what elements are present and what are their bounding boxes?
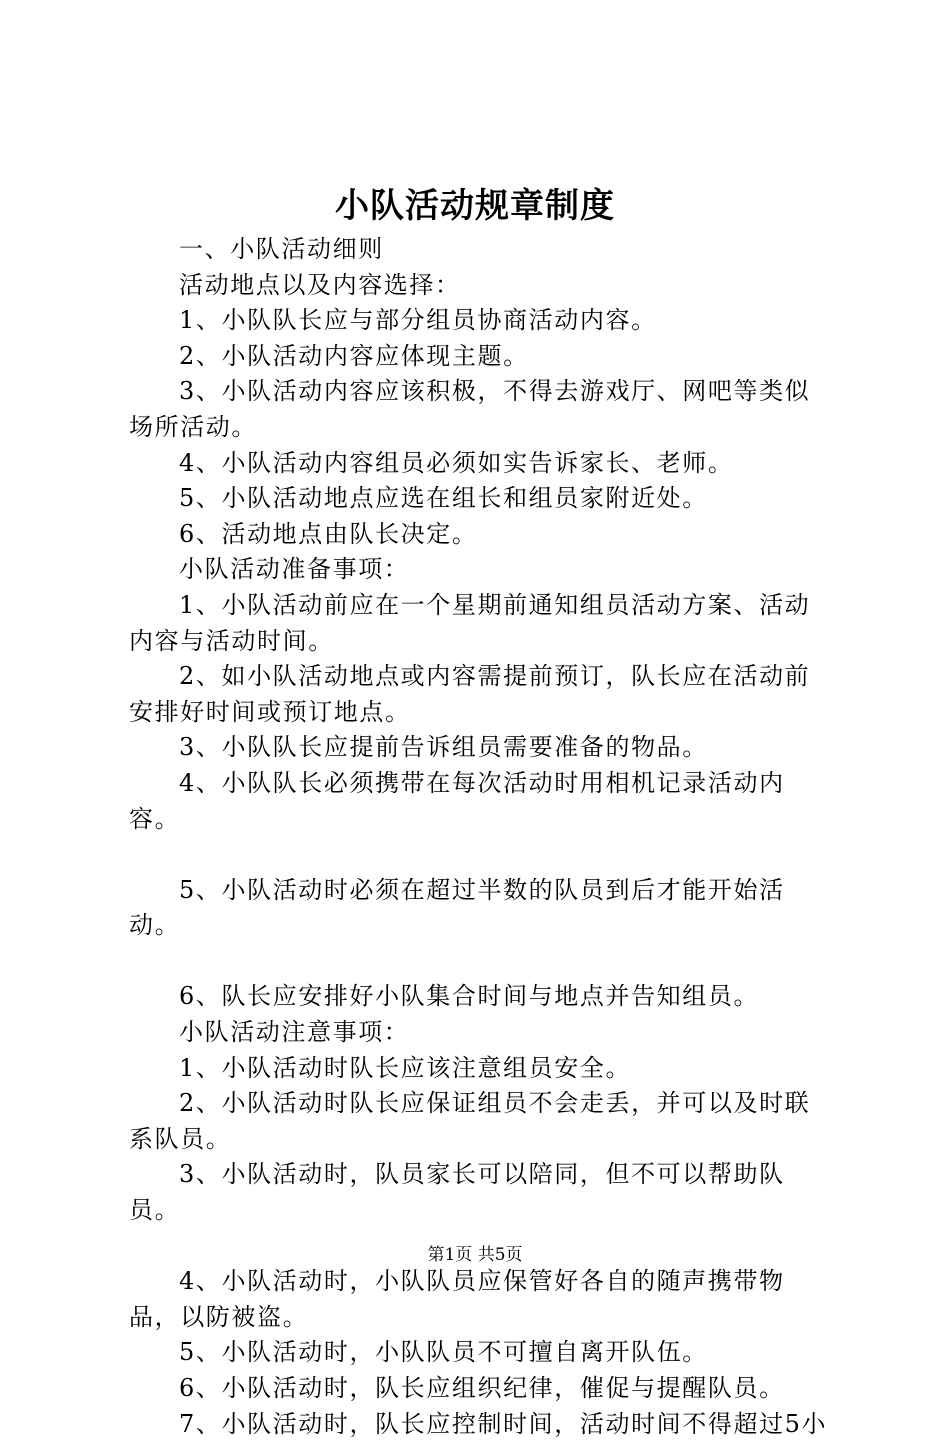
rule-item: 1、小队活动时队长应该注意组员安全。 (179, 1053, 632, 1082)
subsection-heading: 小队活动准备事项： (179, 555, 410, 584)
rule-item: 7、小队活动时，队长应控制时间，活动时间不得超过5小 (179, 1409, 828, 1438)
subsection-heading: 活动地点以及内容选择： (179, 270, 461, 299)
rule-item: 4、小队活动内容组员必须如实告诉家长、老师。 (179, 448, 734, 477)
rule-item: 6、队长应安排好小队集合时间与地点并告知组员。 (179, 982, 760, 1011)
rule-item: 5、小队活动地点应选在组长和组员家附近处。 (179, 484, 708, 513)
document-title: 小队活动规章制度 (335, 186, 615, 226)
rule-item: 2、如小队活动地点或内容需提前预订，队长应在活动前安排好时间或预订地点。 (129, 662, 811, 726)
subsection-heading: 小队活动注意事项： (179, 1018, 410, 1047)
rule-item: 5、小队活动时，小队队员不可擅自离开队伍。 (179, 1338, 708, 1367)
rule-item: 4、小队队长必须携带在每次活动时用相机记录活动内容。 (129, 768, 785, 833)
rule-item: 1、小队队长应与部分组员协商活动内容。 (179, 306, 657, 335)
rule-item: 4、小队活动时，小队队员应保管好各自的随声携带物品，以防被盗。 (129, 1267, 785, 1331)
page-number-footer: 第1页 共5页 (427, 1245, 523, 1265)
rule-item: 3、小队队长应提前告诉组员需要准备的物品。 (179, 733, 708, 762)
rule-item: 3、小队活动内容应该积极，不得去游戏厅、网吧等类似场所活动。 (129, 377, 811, 441)
rule-item: 3、小队活动时，队员家长可以陪同，但不可以帮助队员。 (129, 1160, 785, 1225)
section-heading: 一、小队活动细则 (179, 235, 384, 263)
rule-item: 6、活动地点由队长决定。 (179, 519, 478, 548)
rule-item: 6、小队活动时，队长应组织纪律，催促与提醒队员。 (179, 1374, 785, 1402)
rule-item: 2、小队活动内容应体现主题。 (179, 341, 529, 370)
rule-item: 2、小队活动时队长应保证组员不会走丢，并可以及时联系队员。 (129, 1089, 811, 1153)
rule-item: 5、小队活动时必须在超过半数的队员到后才能开始活动。 (129, 875, 785, 940)
rule-item: 1、小队活动前应在一个星期前通知组员活动方案、活动内容与活动时间。 (129, 590, 811, 655)
